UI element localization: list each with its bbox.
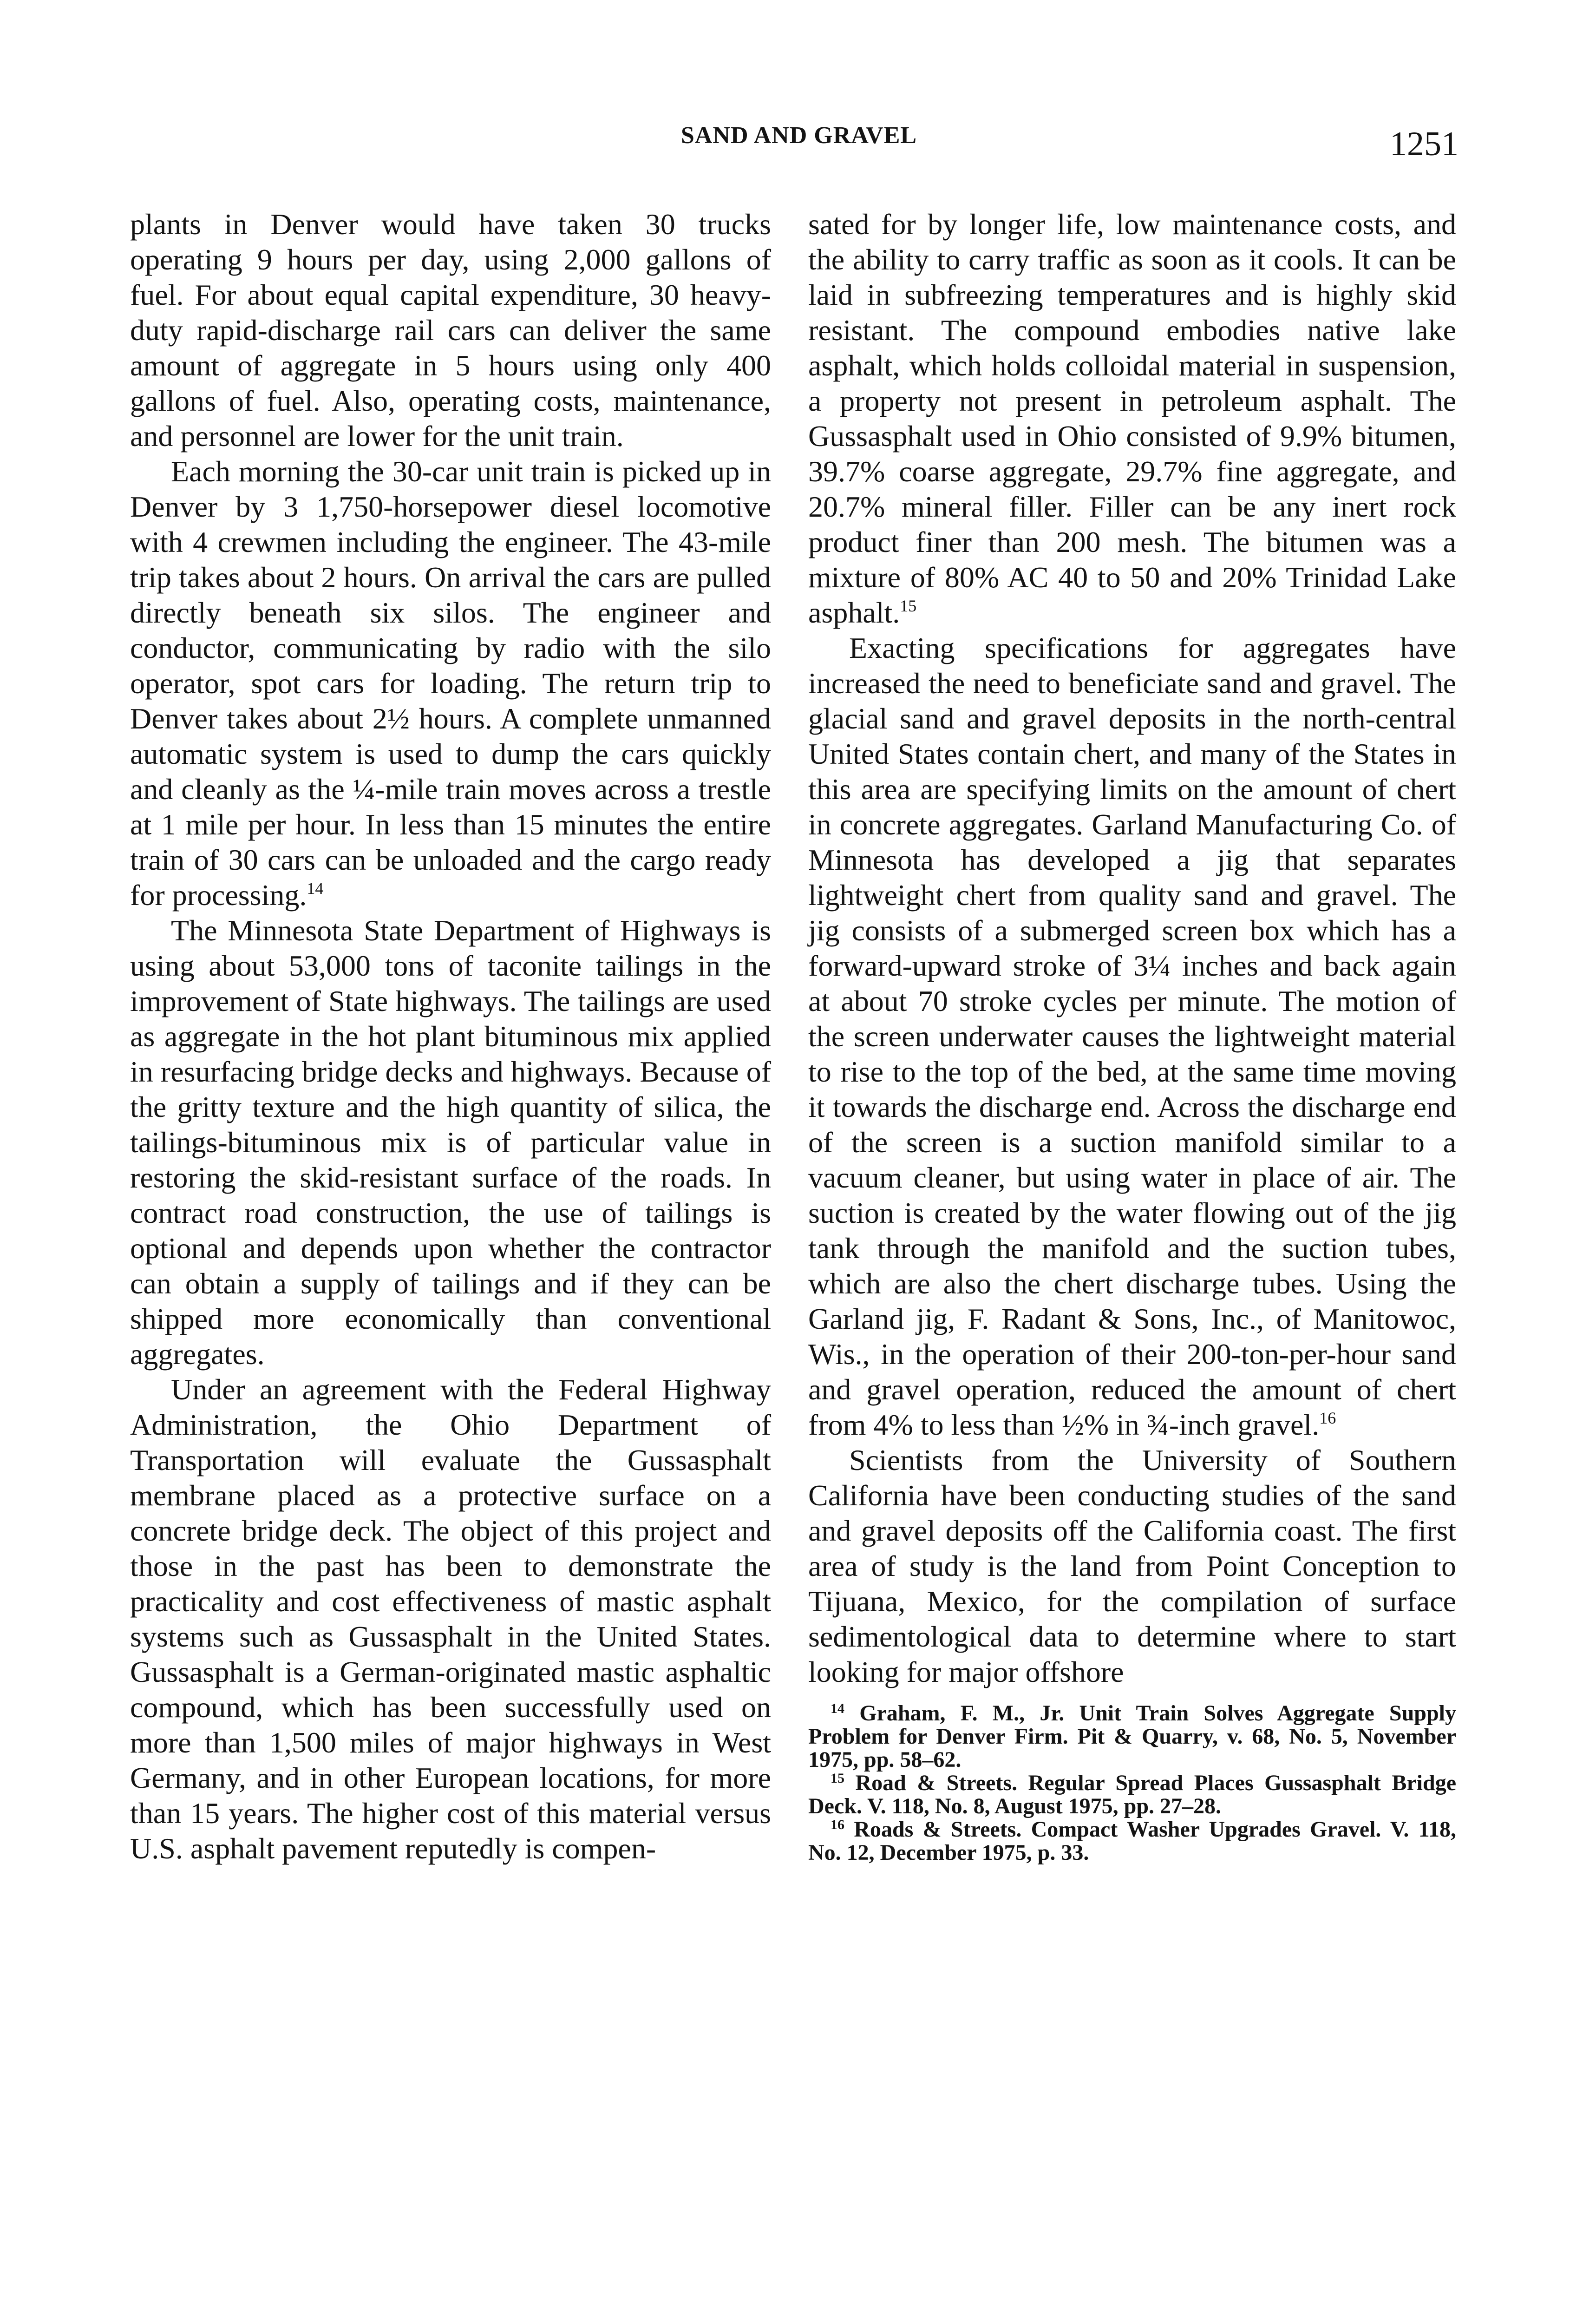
- paragraph: Scientists from the University of Southern California have been conducting studies of the sand and gravel deposits off the California coast. The first area of study is the land from Point Conception to Tijuana, Mexico, for the compilation of surface sedimentological data to determine where to start looking for major offshore: [808, 1444, 1456, 1688]
- left-column: [130, 207, 771, 1866]
- paragraph-text: sated for by longer life, low maintenance costs, and the ability to carry traffic as soon as it cools. It can be laid in subfreezing temperatures and is highly skid resistant. The compound embodies native lake asphalt, which holds colloidal material in suspension, a property not present in petroleum asphalt. The Gussasphalt used in Ohio consisted of 9.9% bitumen, 39.7% coarse aggregate, 29.7% fine aggregate, and 20.7% mineral filler. Filler can be any inert rock product finer than 200 mesh. The bitumen was a mixture of 80% AC 40 to 50 and 20% Trinidad Lake asphalt.: [808, 208, 1456, 629]
- footnote-text: Road & Streets. Regular Spread Places Gussasphalt Bridge Deck. V. 118, No. 8, August 1975, pp. 27–28.: [808, 1771, 1456, 1818]
- paragraph: [130, 454, 771, 913]
- footnote: [808, 1772, 1456, 1818]
- footnote-text: Graham, F. M., Jr. Unit Train Solves Aggregate Supply Problem for Denver Firm. Pit & Quarry, v. 68, No. 5, November 1975, pp. 58–62.: [808, 1701, 1457, 1772]
- right-column: [808, 207, 1456, 1864]
- paragraph: The Minnesota State Department of Highways is using about 53,000 tons of taconite tailings in the improvement of State highways. The tailings are used as aggregate in the hot plant bituminous mix applied in resurfacing bridge decks and highways. Because of the gritty texture and the high quantity of silica, the tailings-bituminous mix is of particular value in restoring the skid-resistant surface of the roads. In contract road construction, the use of tailings is optional and depends upon whether the contractor can obtain a supply of tailings and if they can be shipped more economically than conventional aggregates.: [130, 914, 771, 1371]
- footnote: [808, 1818, 1456, 1864]
- footnote-number: 15: [831, 1771, 844, 1786]
- footnote-ref: 15: [900, 597, 917, 615]
- paragraph: Under an agreement with the Federal Highway Administration, the Ohio Department of Transportation will evaluate the Gussasphalt membrane placed as a protective surface on a concrete bridge deck. The object of this project and those in the past has been to demonstrate the practicality and cost effectiveness of mastic asphalt systems such as Gussasphalt in the United States. Gussasphalt is a German-originated mastic asphaltic compound, which has been successfully used on more than 1,500 miles of major highways in West Germany, and in other European locations, for more than 15 years. The higher cost of this material versus U.S. asphalt pavement reputedly is compen-: [130, 1373, 771, 1865]
- paragraph: [808, 630, 1456, 1443]
- footnote-number: 16: [831, 1817, 844, 1832]
- footnote-ref: 16: [1319, 1409, 1336, 1427]
- footnote-number: 14: [831, 1701, 844, 1716]
- paragraph: plants in Denver would have taken 30 trucks operating 9 hours per day, using 2,000 gallons of fuel. For about equal capital expenditure, 30 heavy-duty rapid-discharge rail cars can deliver the same amount of aggregate in 5 hours using only 400 gallons of fuel. Also, operating costs, maintenance, and personnel are lower for the unit train.: [130, 208, 771, 453]
- paragraph-text: Each morning the 30-car unit train is picked up in Denver by 3 1,750-horsepower diesel locomotive with 4 crewmen including the engineer. The 43-mile trip takes about 2 hours. On arrival the cars are pulled directly beneath six silos. The engineer and conductor, communicating by radio with the silo operator, spot cars for loading. The return trip to Denver takes about 2½ hours. A complete unmanned automatic system is used to dump the cars quickly and cleanly as the ¼-mile train moves across a trestle at 1 mile per hour. In less than 15 minutes the entire train of 30 cars can be unloaded and the cargo ready for processing.: [130, 455, 771, 912]
- footnote-text: Roads & Streets. Compact Washer Upgrades Gravel. V. 118, No. 12, December 1975, p. 33.: [808, 1817, 1457, 1865]
- footnote: [808, 1702, 1456, 1772]
- running-title: SAND AND GRAVEL: [680, 122, 917, 149]
- paragraph-text: Exacting specifications for aggregates have increased the need to beneficiate sand and gravel. The glacial sand and gravel deposits in the north-central United States contain chert, and many of the States in this area are specifying limits on the amount of chert in concrete aggregates. Garland Manufacturing Co. of Minnesota has developed a jig that separates lightweight chert from quality sand and gravel. The jig consists of a submerged screen box which has a forward-upward stroke of 3¼ inches and back again at about 70 stroke cycles per minute. The motion of the screen underwater causes the lightweight material to rise to the top of the bed, at the same time moving it towards the discharge end. Across the discharge end of the screen is a suction manifold similar to a vacuum cleaner, but using water in place of air. The suction is created by the water flowing out of the jig tank through the manifold and the suction tubes, which are also the chert discharge tubes. Using the Garland jig, F. Radant & Sons, Inc., of Manitowoc, Wis., in the operation of their 200-ton-per-hour sand and gravel operation, reduced the amount of chert from 4% to less than ½% in ¾-inch gravel.: [808, 631, 1456, 1441]
- page-number: 1251: [1390, 125, 1459, 163]
- footnotes: [808, 1702, 1456, 1864]
- footnote-ref: 14: [307, 879, 324, 898]
- paragraph: [808, 207, 1456, 630]
